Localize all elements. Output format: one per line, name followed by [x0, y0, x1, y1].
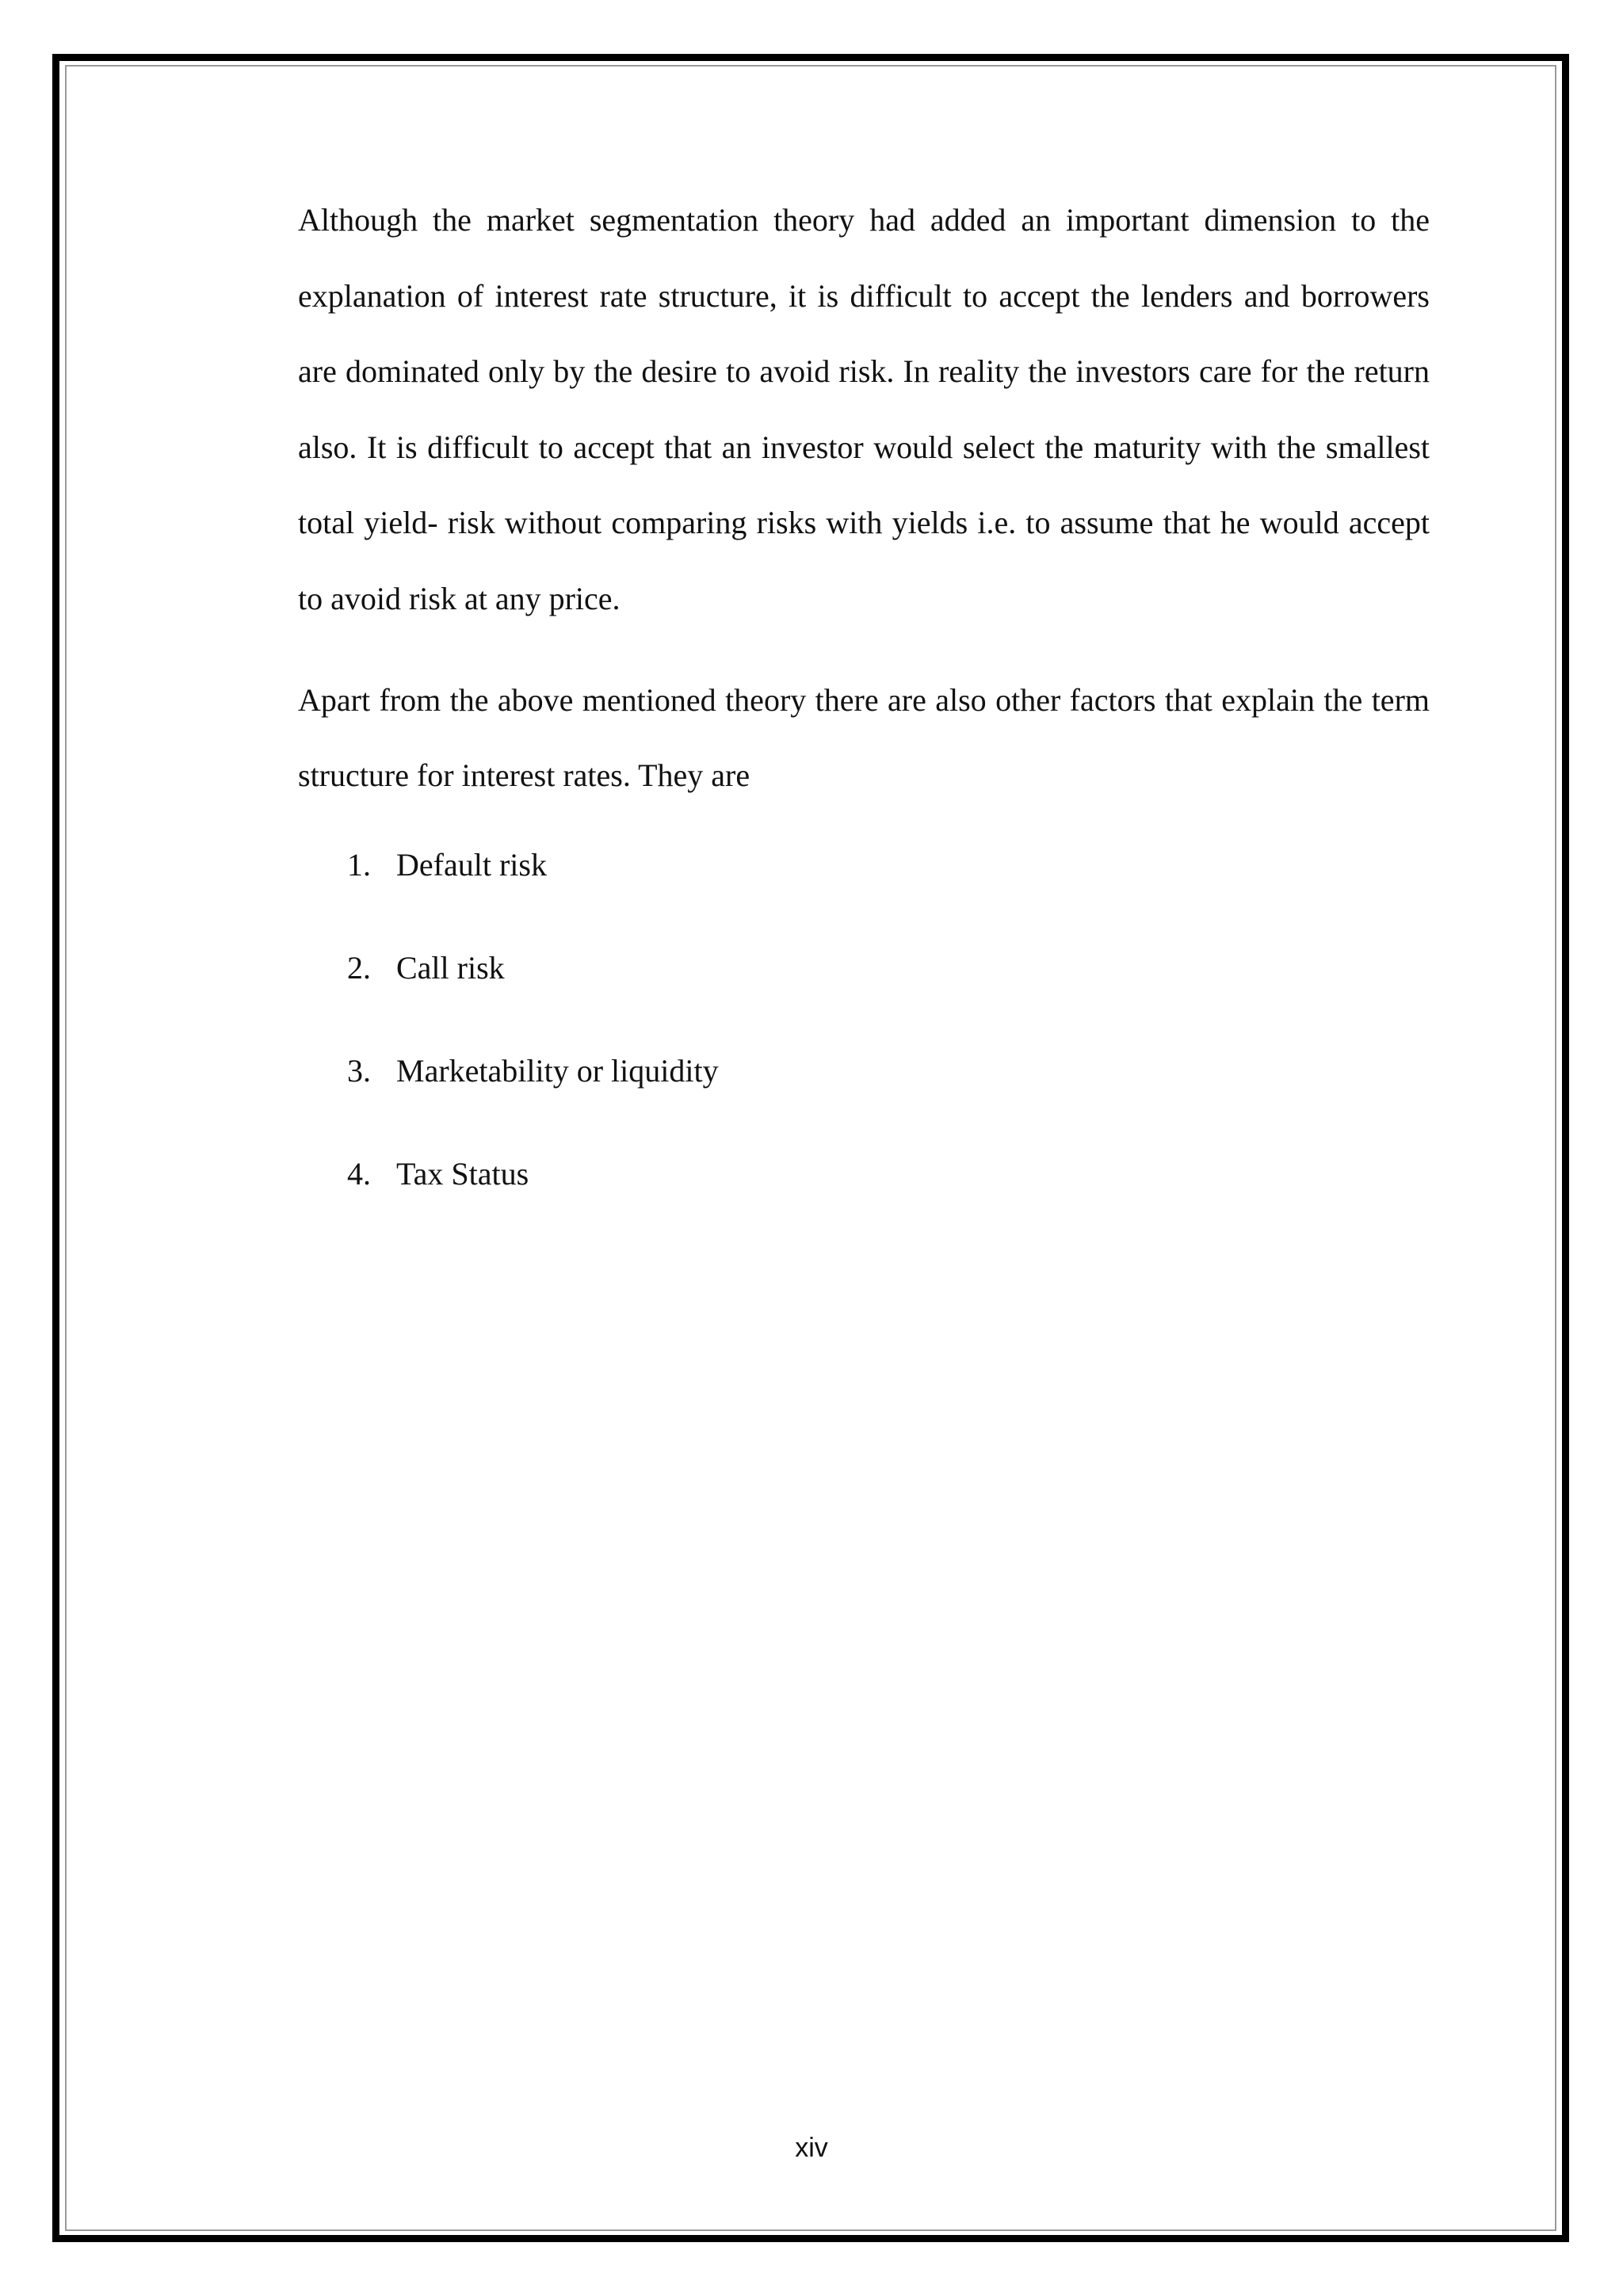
list-item	[298, 1047, 1430, 1150]
list-item	[298, 944, 1430, 1047]
factor-list	[298, 841, 1430, 1253]
list-item-label: Marketability or liquidity	[396, 1052, 719, 1089]
page-body	[298, 182, 1430, 1253]
list-item-label: Call risk	[396, 949, 505, 986]
list-item	[298, 1150, 1430, 1253]
list-item-number: 3.	[347, 1052, 371, 1089]
page-number: xiv	[795, 2133, 828, 2163]
paragraph-market-segmentation: Although the market segmentation theory had added an important dimension to the explanation of interest rate structure, it is difficult to accept the lenders and borrowers are dominated only by the desire to avoid risk. In reality the investors care for the return also. It is difficult to accept that an investor would select the maturity with the smallest total yield- risk without comparing risks with yields i.e. to assume that he would accept to avoid risk at any price.	[298, 202, 1430, 616]
list-item-label: Default risk	[396, 846, 547, 883]
list-item-number: 2.	[347, 949, 371, 986]
list-item-number: 1.	[347, 846, 371, 883]
list-item-label: Tax Status	[396, 1155, 529, 1192]
list-item-number: 4.	[347, 1155, 371, 1192]
paragraph-other-factors: Apart from the above mentioned theory there are also other factors that explain the term structure for interest rates. They are	[298, 681, 1430, 794]
list-item	[298, 841, 1430, 944]
